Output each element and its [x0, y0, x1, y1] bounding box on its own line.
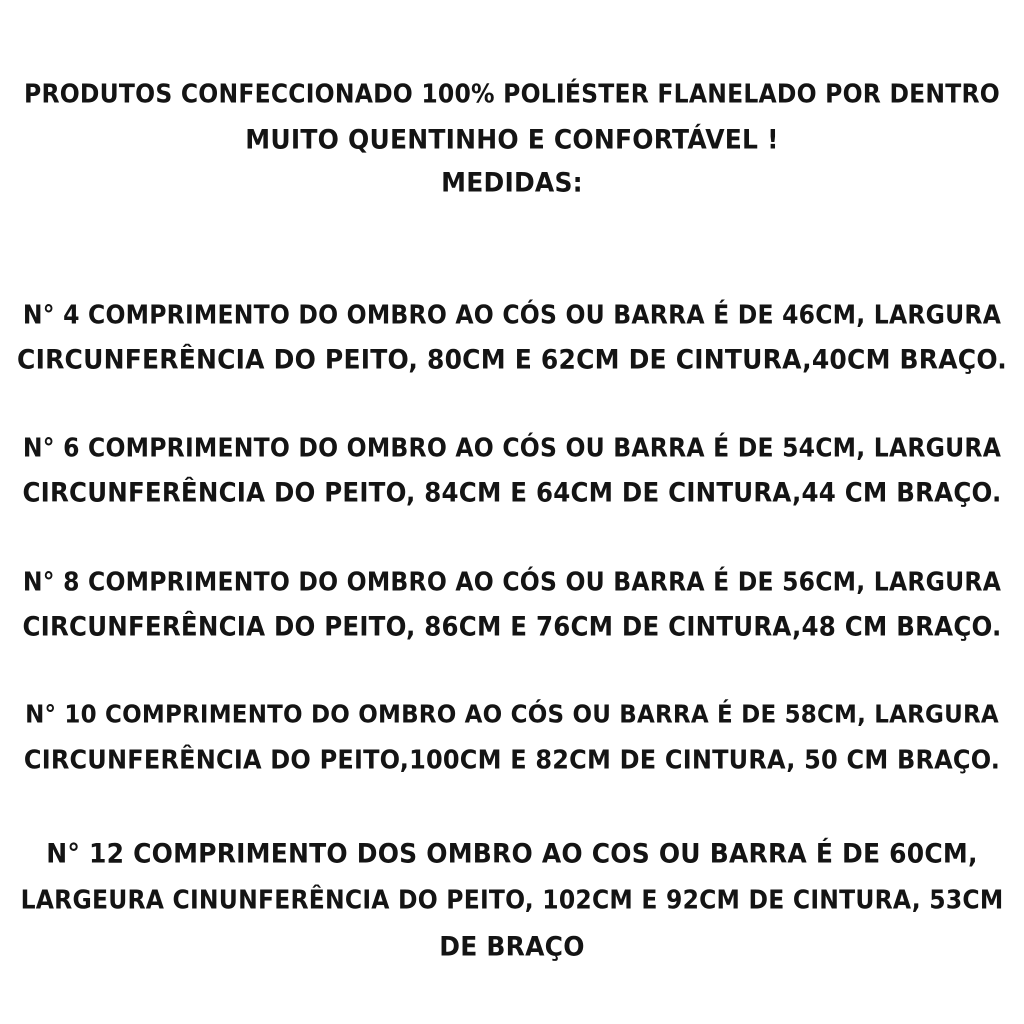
size-4-line-1: N° 4 COMPRIMENTO DO OMBRO AO CÓS OU BARRA É DE 46CM, LARGURA: [22, 299, 1002, 331]
size-10-line-1: N° 10 COMPRIMENTO DO OMBRO AO CÓS OU BARRA É DE 58CM, LARGURA: [25, 700, 999, 730]
size-6-line-1: N° 6 COMPRIMENTO DO OMBRO AO CÓS OU BARRA É DE 54CM, LARGURA: [22, 432, 1002, 464]
size-12-line-1: N° 12 COMPRIMENTO DOS OMBRO AO COS OU BARRA É DE 60CM,: [46, 837, 978, 870]
size-8-line-1: N° 8 COMPRIMENTO DO OMBRO AO CÓS OU BARRA É DE 56CM, LARGURA: [22, 566, 1002, 598]
intro-line-fabric: PRODUTOS CONFECCIONADO 100% POLIÉSTER FLANELADO POR DENTRO: [24, 78, 1000, 110]
size-12-line-2: LARGEURA CINUNFERÊNCIA DO PEITO, 102CM E 92CM DE CINTURA, 53CM: [20, 884, 1004, 916]
size-6-line-2: CIRCUNFERÊNCIA DO PEITO, 84CM E 64CM DE CINTURA,44 CM BRAÇO.: [22, 476, 1002, 509]
intro-line-comfort: MUITO QUENTINHO E CONFORTÁVEL !: [245, 123, 779, 156]
measures-heading: MEDIDAS:: [441, 166, 583, 199]
size-8-line-2: CIRCUNFERÊNCIA DO PEITO, 86CM E 76CM DE CINTURA,48 CM BRAÇO.: [22, 610, 1002, 643]
size-10-line-2: CIRCUNFERÊNCIA DO PEITO,100CM E 82CM DE CINTURA, 50 CM BRAÇO.: [23, 744, 1001, 776]
size-4-line-2: CIRCUNFERÊNCIA DO PEITO, 80CM E 62CM DE CINTURA,40CM BRAÇO.: [17, 343, 1007, 376]
size-12-line-3: DE BRAÇO: [439, 930, 585, 963]
